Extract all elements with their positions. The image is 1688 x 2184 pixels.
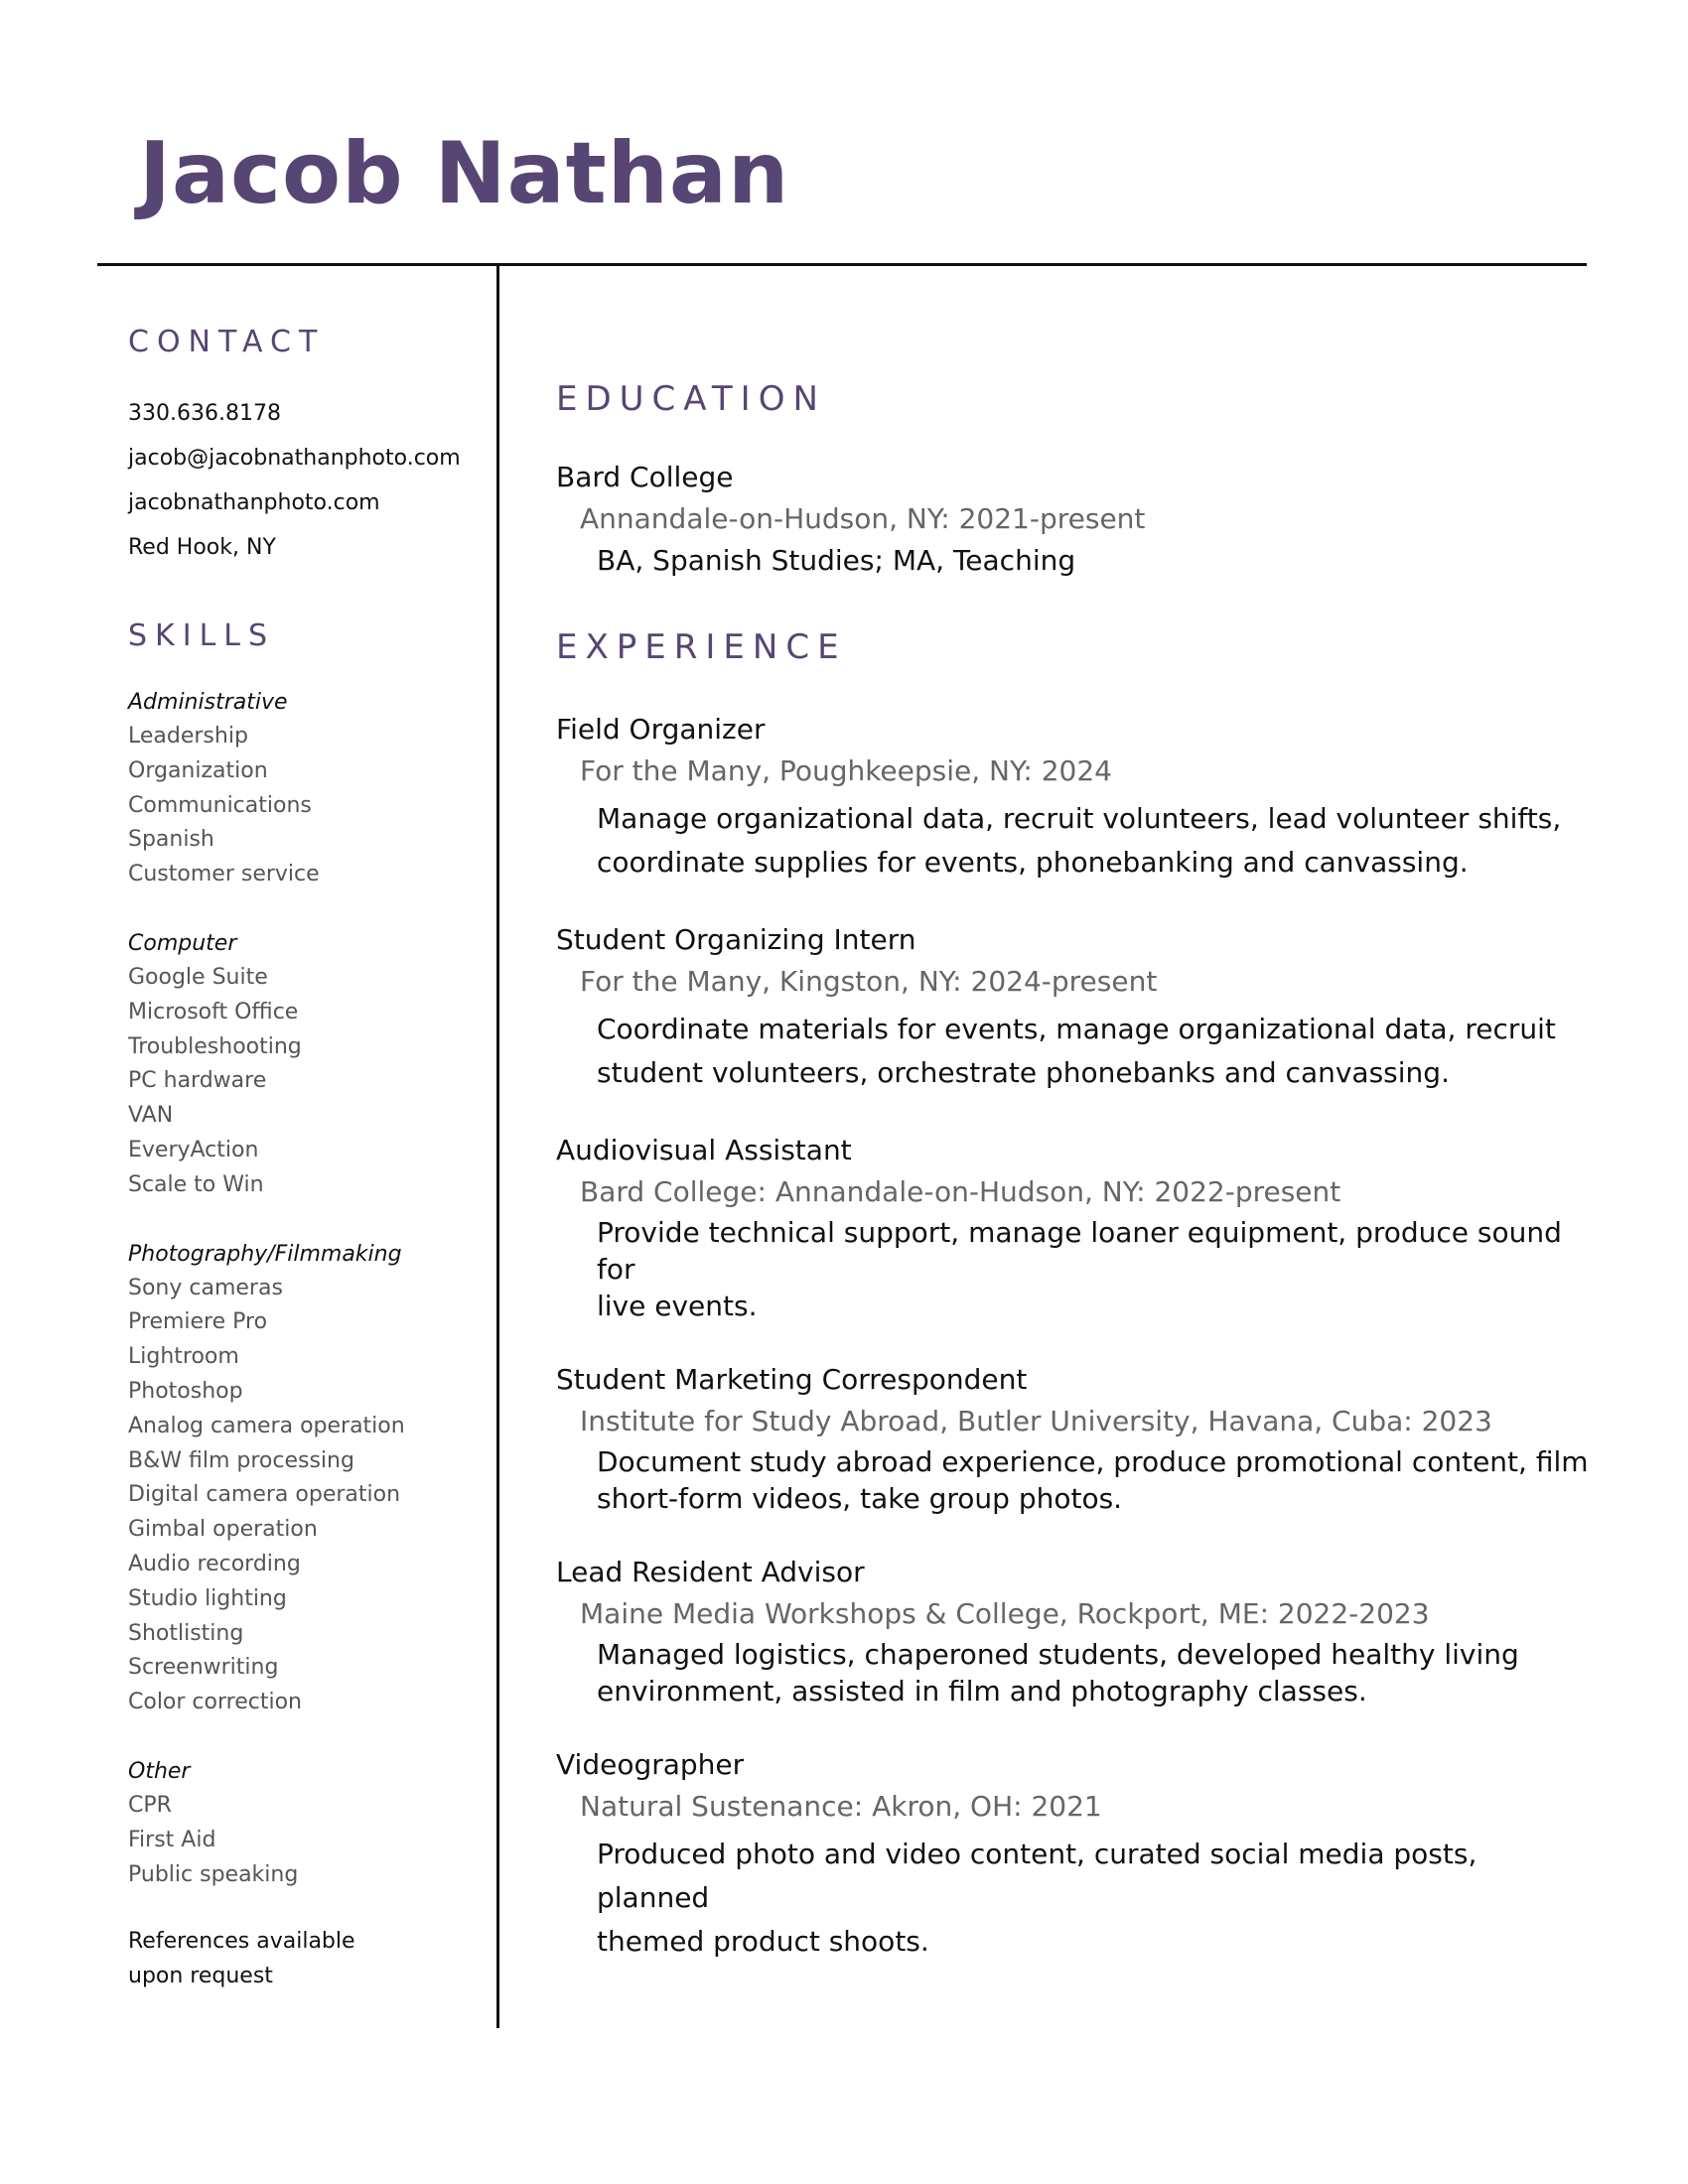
education-entry: [556, 458, 1589, 581]
skill-item: Customer service: [128, 862, 320, 887]
job-title: Student Organizing Intern: [556, 923, 916, 956]
job-description-line: Managed logistics, chaperoned students, developed healthy living: [597, 1638, 1519, 1671]
skill-item: Color correction: [128, 1690, 302, 1715]
skills-heading: SKILLS: [128, 618, 276, 653]
skill-item: Gimbal operation: [128, 1517, 318, 1543]
experience-entry: [556, 1360, 1589, 1517]
job-title: Audiovisual Assistant: [556, 1134, 852, 1166]
job-description-line: themed product shoots.: [597, 1925, 929, 1958]
skill-item: VAN: [128, 1103, 174, 1129]
skill-item: Leadership: [128, 724, 248, 749]
skill-groups: [128, 685, 486, 1892]
job-title: Lead Resident Advisor: [556, 1556, 865, 1588]
job-description-line: short-form videos, take group photos.: [597, 1482, 1123, 1515]
experience-entry: [556, 920, 1589, 1095]
job-description-line: Document study abroad experience, produce promotional content, film: [597, 1445, 1589, 1478]
skill-item: Studio lighting: [128, 1585, 287, 1611]
skill-item: EveryAction: [128, 1137, 259, 1162]
skill-item: Screenwriting: [128, 1655, 279, 1681]
resume-name: Jacob Nathan: [139, 124, 790, 223]
skill-item: Sony cameras: [128, 1275, 283, 1300]
job-title: Videographer: [556, 1748, 745, 1781]
experience-list: [556, 710, 1589, 1964]
references-line: upon request: [128, 1964, 273, 1989]
job-organization: For the Many, Kingston, NY: 2024-present: [580, 965, 1158, 998]
main-content: [556, 379, 1589, 1999]
skill-item: First Aid: [128, 1827, 216, 1852]
skill-item: Scale to Win: [128, 1171, 264, 1197]
contact-email: jacob@jacobnathanphoto.com: [128, 446, 461, 471]
experience-entry: [556, 1131, 1589, 1324]
job-organization: Institute for Study Abroad, Butler University, Havana, Cuba: 2023: [580, 1405, 1492, 1437]
skill-item: Public speaking: [128, 1861, 299, 1887]
job-description-line: live events.: [597, 1290, 758, 1322]
skill-group: [128, 1237, 486, 1720]
contact-phone: 330.636.8178: [128, 401, 281, 426]
skill-group: [128, 685, 486, 892]
skill-group: [128, 1754, 486, 1892]
experience-entry: [556, 710, 1589, 885]
skill-item: Digital camera operation: [128, 1482, 401, 1508]
job-description-line: student volunteers, orchestrate phonebanks and canvassing.: [597, 1056, 1450, 1089]
skill-item: CPR: [128, 1792, 172, 1818]
skill-group: [128, 926, 486, 1203]
experience-entry: [556, 1553, 1589, 1709]
education-school: Bard College: [556, 461, 734, 493]
skill-item: Communications: [128, 792, 312, 818]
references-line: References available: [128, 1929, 355, 1955]
skill-item: Troubleshooting: [128, 1033, 302, 1059]
experience-entry: [556, 1745, 1589, 1964]
column-divider: [496, 263, 499, 2028]
job-description-line: Provide technical support, manage loaner equipment, produce sound for: [597, 1216, 1562, 1286]
contact-list: [128, 391, 486, 570]
contact-website: jacobnathanphoto.com: [128, 490, 380, 515]
sidebar: [128, 325, 486, 1993]
education-heading: EDUCATION: [556, 379, 826, 419]
job-organization: Maine Media Workshops & College, Rockport, ME: 2022-2023: [580, 1597, 1430, 1630]
skill-item: Google Suite: [128, 964, 268, 990]
skill-item: Photoshop: [128, 1378, 243, 1404]
job-description-line: Coordinate materials for events, manage organizational data, recruit: [597, 1013, 1556, 1045]
skill-item: Shotlisting: [128, 1620, 244, 1646]
skill-category: Photography/Filmmaking: [128, 1241, 402, 1267]
skill-item: PC hardware: [128, 1068, 267, 1094]
contact-location: Red Hook, NY: [128, 535, 276, 560]
job-description-line: Manage organizational data, recruit volunteers, lead volunteer shifts,: [597, 802, 1562, 835]
contact-heading: CONTACT: [128, 325, 326, 359]
education-degree: BA, Spanish Studies; MA, Teaching: [597, 544, 1076, 577]
job-description-line: Produced photo and video content, curated social media posts, planned: [597, 1838, 1477, 1914]
skill-item: Lightroom: [128, 1344, 239, 1370]
skill-item: Analog camera operation: [128, 1413, 405, 1438]
experience-heading: EXPERIENCE: [556, 627, 847, 667]
skill-item: Premiere Pro: [128, 1309, 268, 1335]
skill-category: Other: [128, 1758, 191, 1784]
education-location: Annandale-on-Hudson, NY: 2021-present: [580, 502, 1146, 535]
skill-item: Spanish: [128, 827, 214, 853]
job-title: Student Marketing Correspondent: [556, 1363, 1028, 1396]
job-organization: Natural Sustenance: Akron, OH: 2021: [580, 1790, 1102, 1823]
header-divider: [97, 263, 1587, 266]
job-description-line: environment, assisted in film and photography classes.: [597, 1675, 1367, 1707]
job-title: Field Organizer: [556, 713, 766, 746]
skill-item: Organization: [128, 757, 268, 783]
references-note: [128, 1924, 486, 1993]
skill-category: Computer: [128, 930, 237, 956]
skill-item: B&W film processing: [128, 1447, 354, 1473]
job-organization: Bard College: Annandale-on-Hudson, NY: 2022-present: [580, 1175, 1341, 1208]
job-description-line: coordinate supplies for events, phonebanking and canvassing.: [597, 846, 1469, 879]
skill-item: Audio recording: [128, 1551, 301, 1576]
skill-item: Microsoft Office: [128, 999, 299, 1024]
job-organization: For the Many, Poughkeepsie, NY: 2024: [580, 754, 1112, 787]
skill-category: Administrative: [128, 690, 288, 715]
